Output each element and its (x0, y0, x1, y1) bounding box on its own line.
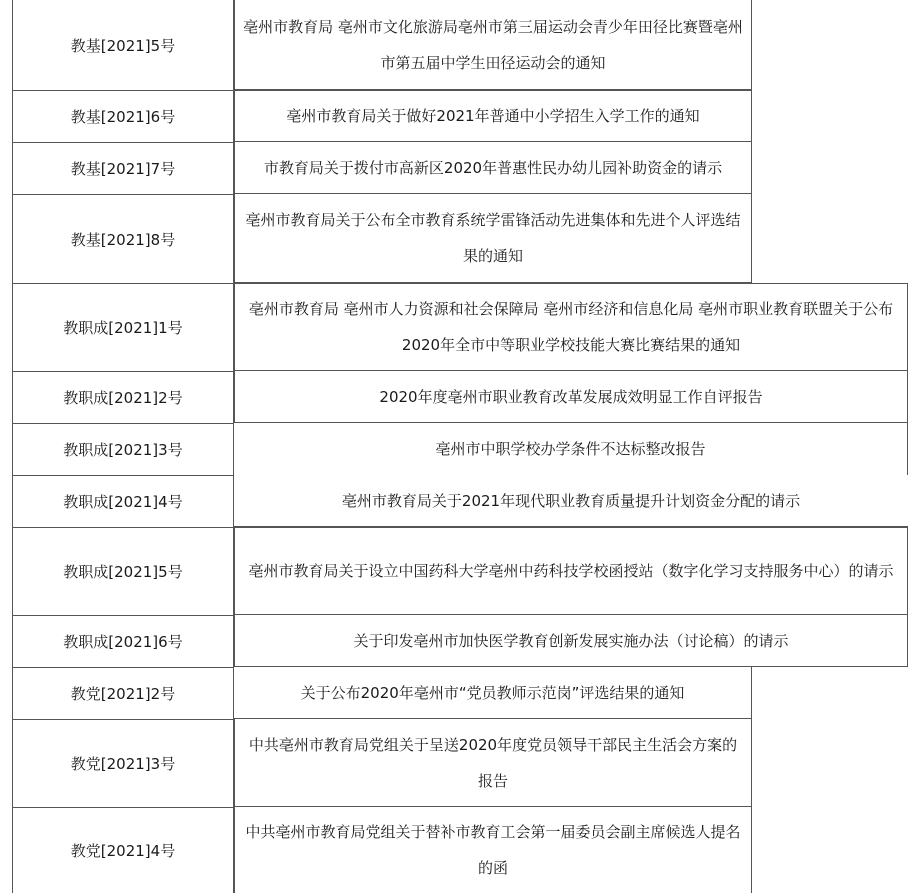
doc-code-cell (12, 0, 234, 90)
doc-code: 教基[2021]6号 (70, 107, 176, 126)
doc-code-cell (12, 283, 234, 371)
doc-code: 教党[2021]3号 (70, 755, 176, 773)
doc-code: 教职成[2021]4号 (63, 493, 183, 511)
doc-title: 亳州市教育局关于设立中国药科大学亳州中药科技学校函授站（数字化学习支持服务中心）的请示 (248, 562, 894, 580)
doc-code: 教基[2021]7号 (70, 160, 176, 178)
doc-code: 教职成[2021]5号 (63, 563, 183, 581)
doc-title: 中共亳州市教育局党组关于替补市教育工会第一届委员会副主席候选人提名的函 (245, 823, 741, 877)
doc-title-cell (234, 615, 908, 667)
doc-title-cell (234, 194, 752, 283)
doc-title: 亳州市教育局关于2021年现代职业教育质量提升计划资金分配的请示 (341, 491, 801, 510)
doc-title: 市教育局关于拨付市高新区2020年普惠性民办幼儿园补助资金的请示 (263, 158, 723, 177)
doc-code-cell (12, 719, 234, 807)
doc-code: 教职成[2021]1号 (63, 319, 183, 337)
doc-code-cell (12, 475, 234, 527)
doc-code: 教党[2021]2号 (70, 685, 176, 703)
doc-code-cell (12, 371, 234, 423)
doc-title-cell (234, 0, 752, 90)
doc-title: 2020年度亳州市职业教育改革发展成效明显工作自评报告 (379, 387, 763, 406)
doc-title: 亳州市中职学校办学条件不达标整改报告 (435, 440, 706, 458)
doc-code-cell (12, 807, 234, 893)
doc-title-cell (234, 475, 908, 527)
doc-title: 亳州市教育局关于做好2021年普通中小学招生入学工作的通知 (286, 106, 700, 125)
doc-title-cell (234, 142, 752, 194)
doc-code-cell (12, 423, 234, 475)
doc-title-cell (234, 423, 908, 475)
doc-title: 关于公布2020年亳州市“党员教师示范岗”评选结果的通知 (300, 683, 685, 702)
doc-code: 教基[2021]5号 (70, 36, 176, 55)
doc-code: 教职成[2021]2号 (63, 389, 183, 407)
doc-title-cell (234, 667, 752, 719)
doc-title-cell (234, 371, 908, 423)
doc-title: 关于印发亳州市加快医学教育创新发展实施办法（讨论稿）的请示 (353, 631, 789, 650)
doc-title-cell (234, 283, 908, 371)
doc-code-cell (12, 90, 234, 142)
doc-code-cell (12, 615, 234, 667)
doc-title-cell (234, 807, 752, 893)
doc-title: 亳州市教育局关于公布全市教育系统学雷锋活动先进集体和先进个人评选结果的通知 (245, 211, 741, 265)
doc-code: 教基[2021]8号 (70, 230, 176, 249)
doc-title-cell (234, 527, 908, 615)
doc-code: 教职成[2021]6号 (63, 633, 183, 651)
doc-code: 教职成[2021]3号 (63, 441, 183, 459)
doc-code-cell (12, 194, 234, 283)
doc-title: 亳州市教育局 亳州市文化旅游局亳州市第三届运动会青少年田径比赛暨亳州市第五届中学生田径运动会的通知 (243, 17, 743, 72)
doc-title-cell (234, 90, 752, 142)
doc-code-cell (12, 142, 234, 194)
doc-title-cell (234, 719, 752, 807)
doc-title: 中共亳州市教育局党组关于呈送2020年度党员领导干部民主生活会方案的报告 (248, 735, 738, 790)
doc-title: 亳州市教育局 亳州市人力资源和社会保障局 亳州市经济和信息化局 亳州市职业教育联盟关于公布2020年全市中等职业学校技能大赛比赛结果的通知 (248, 300, 894, 354)
doc-code: 教党[2021]4号 (70, 842, 176, 860)
doc-code-cell (12, 667, 234, 719)
doc-code-cell (12, 527, 234, 615)
